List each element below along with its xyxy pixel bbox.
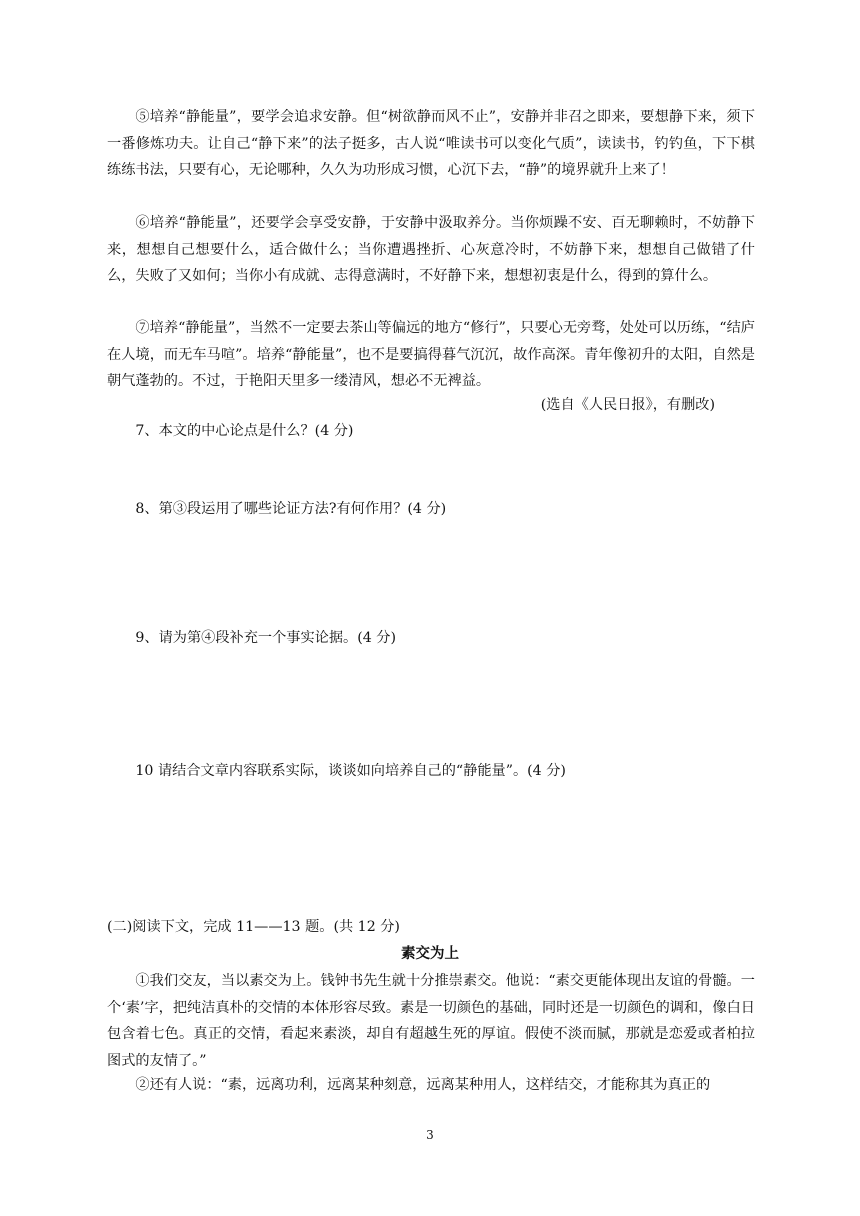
paragraph-6: ⑥培养“静能量”，还要学会享受安静，于安静中汲取养分。当你烦躁不安、百无聊赖时，不妨静下来，想想自己想要什么，适合做什么；当你遭遇挫折、心灰意冷时，不妨静下来，想想自己做错了什么，失败了又如何；当你小有成就、志得意满时，不好静下来，想想初衷是什么，得到的算什么。 <box>107 215 755 284</box>
source-citation: (选自《人民日报》，有删改) <box>540 397 715 413</box>
article-title: 素交为上 <box>401 946 459 962</box>
question-8: 8、第③段运用了哪些论证方法?有何作用？(4 分) <box>135 501 447 517</box>
article-paragraph-1: ①我们交友，当以素交为上。钱钟书先生就十分推崇素交。他说：“素交更能体现出友谊的骨髓。一个‘素’字，把纯洁真朴的交情的本体形容尽致。素是一切颜色的基础，同时还是一切颜色的调和，像白日包含着七色。真正的交情，看起来素淡，却自有超越生死的厚谊。假使不淡而腻，那就是恋爱或者柏拉图式的友情了。” <box>107 973 755 1069</box>
section-two-heading: (二)阅读下文，完成 11——13 题。(共 12 分) <box>107 919 400 935</box>
question-10: 10 请结合文章内容联系实际，谈谈如向培养自己的“静能量”。(4 分) <box>135 763 566 779</box>
paragraph-5: ⑤培养“静能量”，要学会追求安静。但“树欲静而风不止”，安静并非召之即来，要想静下来，须下一番修炼功夫。让自己“静下来”的法子挺多，古人说“唯读书可以变化气质”，读读书，钓钓鱼，下下棋练练书法，只要有心，无论哪种，久久为功形成习惯，心沉下去，“静”的境界就升上来了！ <box>107 109 755 178</box>
page-number: 3 <box>426 1128 434 1142</box>
paragraph-7: ⑦培养“静能量”，当然不一定要去茶山等偏远的地方“修行”，只要心无旁骛，处处可以历练，“结庐在人境，而无车马喧”。培养“静能量”，也不是要搞得暮气沉沉，故作高深。青年像初升的太阳，自然是朝气蓬勃的。不过，于艳阳天里多一缕清风，想必不无裨益。 <box>107 320 755 389</box>
question-9: 9、请为第④段补充一个事实论据。(4 分) <box>135 630 397 646</box>
question-7: 7、本文的中心论点是什么？(4 分) <box>135 423 354 439</box>
article-paragraph-2: ②还有人说：“素，远离功利，远离某种刻意，远离某种用人，这样结交，才能称其为真正的 <box>135 1077 711 1093</box>
